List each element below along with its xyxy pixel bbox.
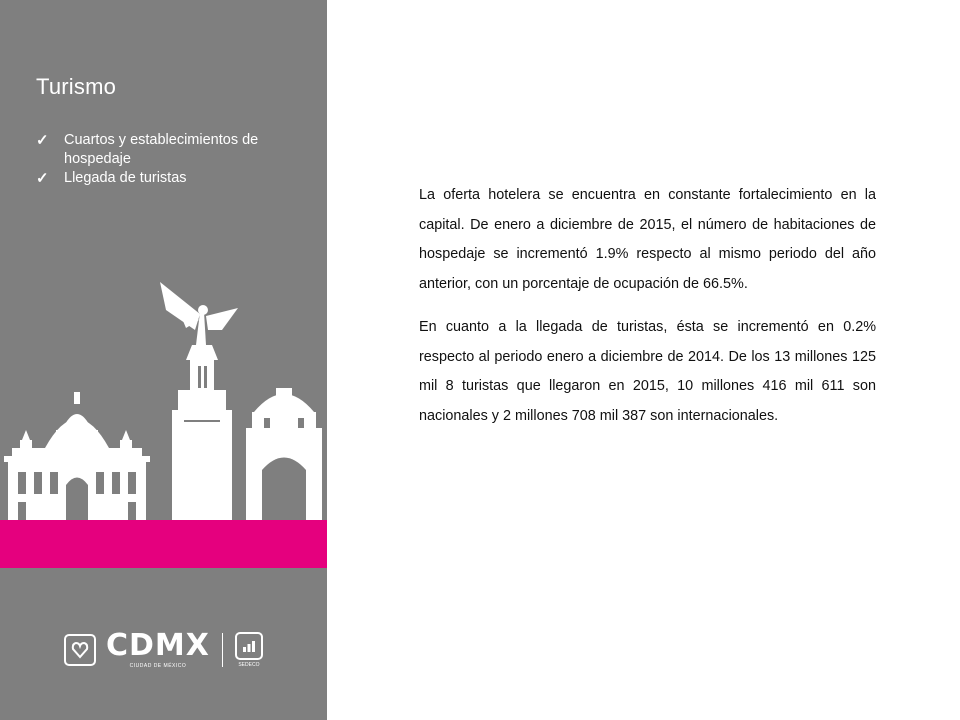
checklist-item [36,169,306,188]
checklist-item-label: Llegada de turistas [64,170,187,186]
cdmx-logo-subtitle: CIUDAD DE MÉXICO [129,663,187,669]
cdmx-logo-text: CDMX [106,628,210,663]
heart-emblem-icon [64,634,96,666]
checklist-item-label: Cuartos y establecimientos de hospedaje [64,132,259,167]
topic-checklist [36,131,306,188]
cdmx-wordmark [106,630,210,670]
checklist-item [36,131,306,169]
accent-band [0,520,327,568]
checkmark-icon: ✓ [36,132,49,149]
city-skyline-illustration [0,280,327,525]
main-content [419,181,876,445]
hotel-paragraph: La oferta hotelera se encuentra en constante fortalecimiento en la capital. De enero a diciembre de 2015, el número de habitaciones de hospedaje se incrementó 1.9% respecto al mismo periodo del año anterior, con un porcentaje de ocupación de 66.5%. [419,187,876,292]
sedeco-logo [235,632,263,669]
cdmx-logo [64,626,263,674]
checkmark-icon: ✓ [36,170,49,187]
sedeco-icon [235,632,263,660]
sedeco-label: SEDECO [238,661,260,668]
sidebar [0,0,327,720]
tourist-arrivals-paragraph: En cuanto a la llegada de turistas, ésta se incrementó en 0.2% respecto al periodo enero a diciembre de 2014. De los 13 millones 125 mil 8 turistas que llegaron en 2015, 10 millones 416 mil 611 son nacionales y 2 millones 708 mil 387 son internacionales. [419,319,876,424]
sidebar-title: Turismo [36,74,117,99]
logo-divider [222,633,223,667]
